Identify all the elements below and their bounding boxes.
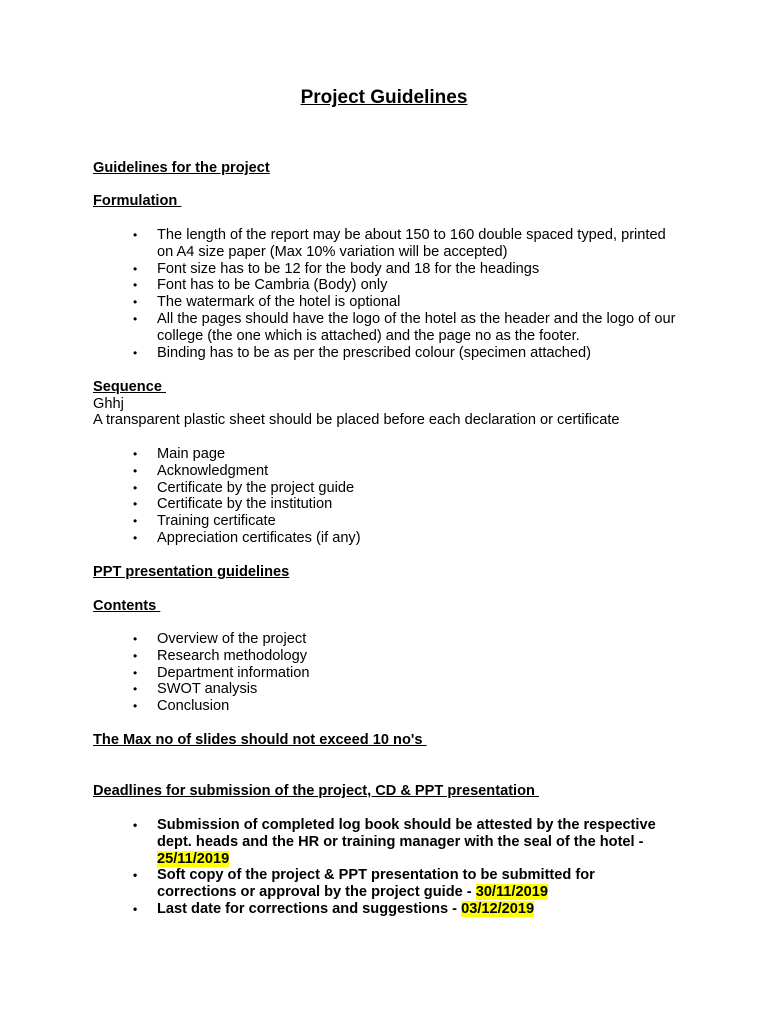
list-item: • The length of the report may be about 150 to 160 double spaced typed, printed on A4 size paper (Max 10% variation will be accepted): [133, 227, 666, 260]
bullet-icon: •: [133, 818, 138, 832]
deadlines-list: [0, 817, 677, 918]
deadline-date: 30/11/2019: [475, 884, 548, 901]
bullet-icon: •: [133, 868, 138, 883]
list-item: • Overview of the project: [133, 631, 307, 647]
list-item: • Binding has to be as per the prescribed colour (specimen attached): [133, 344, 592, 361]
contents-list: [0, 631, 677, 715]
contents-heading: Contents: [93, 598, 161, 614]
max-slides-note: The Max no of slides should not exceed 10 no's: [93, 732, 427, 748]
bullet-icon: •: [133, 514, 138, 529]
list-item: • Training certificate: [133, 513, 276, 530]
list-item: • Font size has to be 12 for the body and 18 for the headings: [133, 260, 540, 277]
list-item: • Last date for corrections and suggestions - 03/12/2019: [133, 900, 535, 917]
list-item: • Certificate by the project guide: [133, 479, 355, 496]
bullet-icon: •: [133, 311, 138, 326]
page-title: Project Guidelines: [300, 87, 468, 108]
list-item: • Acknowledgment: [133, 462, 269, 479]
list-item: • Conclusion: [133, 698, 230, 715]
bullet-icon: •: [133, 447, 138, 461]
sequence-heading: Sequence: [93, 379, 166, 395]
list-item: • Certificate by the institution: [133, 496, 333, 513]
bullet-icon: •: [133, 682, 138, 697]
ppt-heading: PPT presentation guidelines: [93, 564, 290, 580]
list-item: • Appreciation certificates (if any): [133, 529, 361, 546]
deadline-date: 25/11/2019: [157, 850, 230, 867]
bullet-icon: •: [133, 480, 138, 495]
list-item: • Soft copy of the project & PPT presentation to be submitted for corrections or approval by the project guide - 30/11/2019: [133, 867, 595, 901]
list-item: • The watermark of the hotel is optional: [133, 294, 401, 311]
sequence-instruction: A transparent plastic sheet should be placed before each declaration or certificate: [93, 412, 620, 428]
bullet-icon: •: [133, 530, 138, 545]
bullet-icon: •: [133, 345, 138, 360]
bullet-icon: •: [133, 278, 138, 293]
bullet-icon: •: [133, 463, 138, 478]
list-item: • SWOT analysis: [133, 681, 258, 698]
bullet-icon: •: [133, 901, 138, 916]
bullet-icon: •: [133, 665, 138, 680]
list-item: • Research methodology: [133, 647, 308, 664]
formulation-heading: Formulation: [93, 193, 182, 209]
formulation-list: [0, 227, 677, 361]
sequence-list: [0, 446, 677, 547]
bullet-icon: •: [133, 295, 138, 310]
list-item: • Font has to be Cambria (Body) only: [133, 277, 388, 294]
bullet-icon: •: [133, 632, 138, 646]
deadline-date: 03/12/2019: [461, 900, 535, 917]
bullet-icon: •: [133, 261, 138, 276]
bullet-icon: •: [133, 497, 138, 512]
guidelines-heading: Guidelines for the project: [93, 160, 270, 176]
bullet-icon: •: [133, 699, 138, 714]
list-item: • Main page: [133, 446, 226, 462]
sequence-note: Ghhj: [93, 396, 124, 412]
list-item: • Department information: [133, 664, 310, 681]
bullet-icon: •: [133, 228, 138, 242]
deadlines-heading: Deadlines for submission of the project, CD & PPT presentation: [93, 783, 539, 799]
list-item: • Submission of completed log book should be attested by the respective dept. heads and the HR or training manager with the seal of the hotel - 25/11/2019: [133, 817, 656, 867]
bullet-icon: •: [133, 648, 138, 663]
list-item: • All the pages should have the logo of the hotel as the header and the logo of our college (the one which is attached) and the page no as the footer.: [133, 310, 676, 344]
